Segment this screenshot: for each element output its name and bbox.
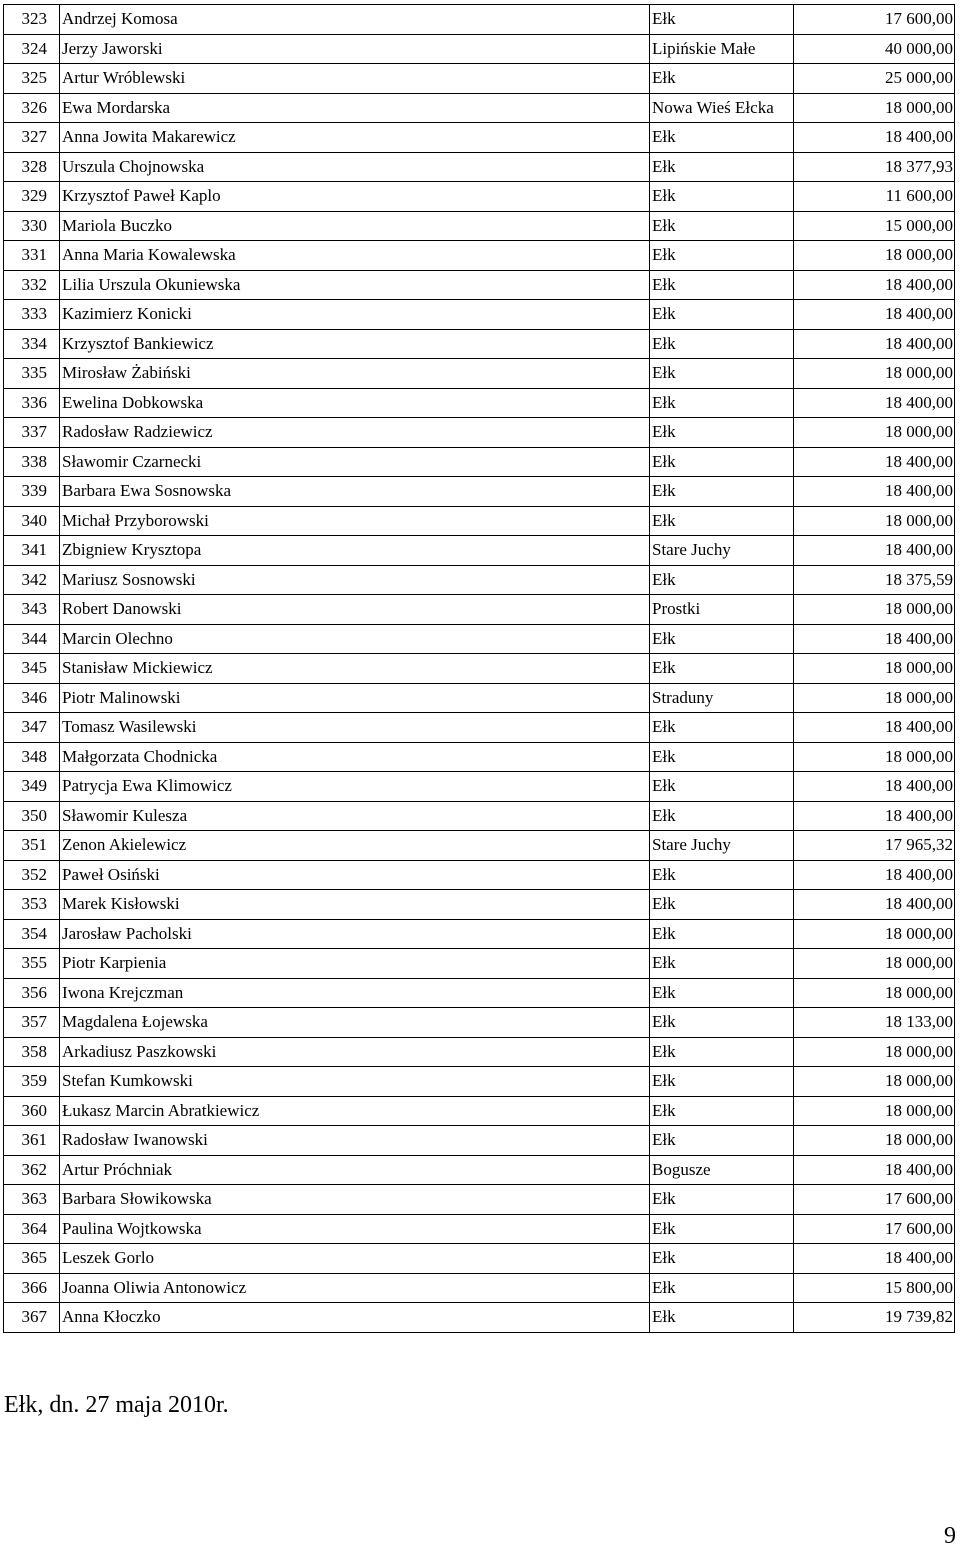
name-cell: Marek Kisłowski [60, 890, 650, 920]
amount-cell: 18 000,00 [794, 949, 955, 979]
place-cell: Ełk [650, 270, 794, 300]
page-number: 9 [944, 1523, 956, 1549]
place-cell: Ełk [650, 1303, 794, 1333]
name-cell: Łukasz Marcin Abratkiewicz [60, 1096, 650, 1126]
row-number-cell: 364 [4, 1214, 60, 1244]
place-cell: Straduny [650, 683, 794, 713]
table-row [4, 300, 955, 330]
table-row [4, 1244, 955, 1274]
amount-cell: 18 400,00 [794, 890, 955, 920]
amount-cell: 19 739,82 [794, 1303, 955, 1333]
row-number-cell: 349 [4, 772, 60, 802]
table-row [4, 565, 955, 595]
table-row [4, 182, 955, 212]
place-cell: Ełk [650, 211, 794, 241]
amount-cell: 18 000,00 [794, 241, 955, 271]
amount-cell: 15 000,00 [794, 211, 955, 241]
table-row [4, 1303, 955, 1333]
table-row [4, 831, 955, 861]
table-row [4, 683, 955, 713]
row-number-cell: 360 [4, 1096, 60, 1126]
row-number-cell: 344 [4, 624, 60, 654]
name-cell: Sławomir Kulesza [60, 801, 650, 831]
table-row [4, 1008, 955, 1038]
row-number-cell: 336 [4, 388, 60, 418]
amount-cell: 18 000,00 [794, 595, 955, 625]
name-cell: Michał Przyborowski [60, 506, 650, 536]
place-cell: Stare Juchy [650, 831, 794, 861]
place-cell: Ełk [650, 182, 794, 212]
place-cell: Ełk [650, 772, 794, 802]
place-cell: Ełk [650, 919, 794, 949]
place-cell: Ełk [650, 359, 794, 389]
table-row [4, 978, 955, 1008]
table-row [4, 64, 955, 94]
place-cell: Ełk [650, 241, 794, 271]
name-cell: Mirosław Żabiński [60, 359, 650, 389]
name-cell: Radosław Radziewicz [60, 418, 650, 448]
name-cell: Zbigniew Krysztopa [60, 536, 650, 566]
name-cell: Joanna Oliwia Antonowicz [60, 1273, 650, 1303]
place-cell: Prostki [650, 595, 794, 625]
name-cell: Sławomir Czarnecki [60, 447, 650, 477]
place-cell: Ełk [650, 1037, 794, 1067]
amount-cell: 18 375,59 [794, 565, 955, 595]
row-number-cell: 365 [4, 1244, 60, 1274]
amount-cell: 18 000,00 [794, 359, 955, 389]
name-cell: Barbara Ewa Sosnowska [60, 477, 650, 507]
place-cell: Ełk [650, 329, 794, 359]
beneficiaries-table [3, 4, 955, 1333]
row-number-cell: 325 [4, 64, 60, 94]
name-cell: Kazimierz Konicki [60, 300, 650, 330]
table-row [4, 1037, 955, 1067]
amount-cell: 25 000,00 [794, 64, 955, 94]
place-cell: Ełk [650, 624, 794, 654]
amount-cell: 11 600,00 [794, 182, 955, 212]
place-cell: Ełk [650, 300, 794, 330]
amount-cell: 18 400,00 [794, 536, 955, 566]
row-number-cell: 357 [4, 1008, 60, 1038]
name-cell: Jarosław Pacholski [60, 919, 650, 949]
table-row [4, 890, 955, 920]
name-cell: Barbara Słowikowska [60, 1185, 650, 1215]
amount-cell: 18 000,00 [794, 742, 955, 772]
table-row [4, 713, 955, 743]
table-row [4, 388, 955, 418]
amount-cell: 17 965,32 [794, 831, 955, 861]
table-row [4, 241, 955, 271]
name-cell: Piotr Karpienia [60, 949, 650, 979]
name-cell: Ewa Mordarska [60, 93, 650, 123]
place-cell: Ełk [650, 1244, 794, 1274]
name-cell: Urszula Chojnowska [60, 152, 650, 182]
name-cell: Paulina Wojtkowska [60, 1214, 650, 1244]
name-cell: Tomasz Wasilewski [60, 713, 650, 743]
row-number-cell: 354 [4, 919, 60, 949]
place-cell: Ełk [650, 477, 794, 507]
amount-cell: 18 000,00 [794, 1067, 955, 1097]
place-cell: Ełk [650, 1273, 794, 1303]
table-row [4, 1185, 955, 1215]
place-cell: Ełk [650, 418, 794, 448]
table-row [4, 93, 955, 123]
name-cell: Patrycja Ewa Klimowicz [60, 772, 650, 802]
name-cell: Robert Danowski [60, 595, 650, 625]
amount-cell: 18 000,00 [794, 1096, 955, 1126]
amount-cell: 18 400,00 [794, 713, 955, 743]
table-row [4, 801, 955, 831]
amount-cell: 18 000,00 [794, 418, 955, 448]
place-cell: Ełk [650, 890, 794, 920]
amount-cell: 18 000,00 [794, 1126, 955, 1156]
table-row [4, 152, 955, 182]
table-row [4, 270, 955, 300]
table-row [4, 919, 955, 949]
row-number-cell: 343 [4, 595, 60, 625]
place-cell: Ełk [650, 860, 794, 890]
amount-cell: 18 400,00 [794, 860, 955, 890]
place-cell: Ełk [650, 64, 794, 94]
table-row [4, 654, 955, 684]
place-cell: Ełk [650, 654, 794, 684]
table-row [4, 5, 955, 35]
amount-cell: 18 400,00 [794, 801, 955, 831]
table-row [4, 211, 955, 241]
row-number-cell: 363 [4, 1185, 60, 1215]
row-number-cell: 339 [4, 477, 60, 507]
name-cell: Iwona Krejczman [60, 978, 650, 1008]
table-row [4, 772, 955, 802]
amount-cell: 18 400,00 [794, 123, 955, 153]
name-cell: Mariola Buczko [60, 211, 650, 241]
amount-cell: 18 000,00 [794, 93, 955, 123]
row-number-cell: 359 [4, 1067, 60, 1097]
amount-cell: 18 400,00 [794, 624, 955, 654]
row-number-cell: 327 [4, 123, 60, 153]
amount-cell: 18 000,00 [794, 683, 955, 713]
row-number-cell: 334 [4, 329, 60, 359]
amount-cell: 18 377,93 [794, 152, 955, 182]
place-cell: Ełk [650, 1096, 794, 1126]
name-cell: Anna Kłoczko [60, 1303, 650, 1333]
name-cell: Krzysztof Paweł Kaplo [60, 182, 650, 212]
amount-cell: 17 600,00 [794, 5, 955, 35]
row-number-cell: 345 [4, 654, 60, 684]
amount-cell: 18 400,00 [794, 270, 955, 300]
row-number-cell: 350 [4, 801, 60, 831]
place-cell: Ełk [650, 801, 794, 831]
amount-cell: 18 400,00 [794, 1244, 955, 1274]
table-row [4, 595, 955, 625]
table-row [4, 742, 955, 772]
row-number-cell: 353 [4, 890, 60, 920]
amount-cell: 18 133,00 [794, 1008, 955, 1038]
table-row [4, 1214, 955, 1244]
table-row [4, 1096, 955, 1126]
table-row [4, 506, 955, 536]
row-number-cell: 333 [4, 300, 60, 330]
name-cell: Stanisław Mickiewicz [60, 654, 650, 684]
amount-cell: 18 000,00 [794, 978, 955, 1008]
row-number-cell: 338 [4, 447, 60, 477]
row-number-cell: 356 [4, 978, 60, 1008]
table-row [4, 1126, 955, 1156]
row-number-cell: 351 [4, 831, 60, 861]
row-number-cell: 355 [4, 949, 60, 979]
name-cell: Anna Maria Kowalewska [60, 241, 650, 271]
place-cell: Ełk [650, 1126, 794, 1156]
table-row [4, 1273, 955, 1303]
name-cell: Artur Próchniak [60, 1155, 650, 1185]
amount-cell: 18 400,00 [794, 1155, 955, 1185]
name-cell: Leszek Gorlo [60, 1244, 650, 1274]
place-cell: Ełk [650, 1008, 794, 1038]
name-cell: Lilia Urszula Okuniewska [60, 270, 650, 300]
table-row [4, 34, 955, 64]
table-body [4, 5, 955, 1333]
name-cell: Radosław Iwanowski [60, 1126, 650, 1156]
table-row [4, 447, 955, 477]
place-cell: Ełk [650, 123, 794, 153]
name-cell: Paweł Osiński [60, 860, 650, 890]
amount-cell: 18 400,00 [794, 329, 955, 359]
name-cell: Mariusz Sosnowski [60, 565, 650, 595]
place-cell: Ełk [650, 978, 794, 1008]
place-cell: Ełk [650, 1185, 794, 1215]
table-row [4, 949, 955, 979]
place-cell: Ełk [650, 5, 794, 35]
name-cell: Arkadiusz Paszkowski [60, 1037, 650, 1067]
place-cell: Ełk [650, 506, 794, 536]
amount-cell: 18 000,00 [794, 919, 955, 949]
amount-cell: 17 600,00 [794, 1185, 955, 1215]
row-number-cell: 340 [4, 506, 60, 536]
row-number-cell: 328 [4, 152, 60, 182]
place-cell: Ełk [650, 388, 794, 418]
row-number-cell: 337 [4, 418, 60, 448]
place-cell: Ełk [650, 742, 794, 772]
row-number-cell: 362 [4, 1155, 60, 1185]
name-cell: Marcin Olechno [60, 624, 650, 654]
amount-cell: 15 800,00 [794, 1273, 955, 1303]
name-cell: Zenon Akielewicz [60, 831, 650, 861]
name-cell: Artur Wróblewski [60, 64, 650, 94]
amount-cell: 18 400,00 [794, 447, 955, 477]
name-cell: Ewelina Dobkowska [60, 388, 650, 418]
row-number-cell: 342 [4, 565, 60, 595]
name-cell: Krzysztof Bankiewicz [60, 329, 650, 359]
amount-cell: 18 000,00 [794, 506, 955, 536]
place-cell: Ełk [650, 447, 794, 477]
row-number-cell: 358 [4, 1037, 60, 1067]
row-number-cell: 326 [4, 93, 60, 123]
place-cell: Stare Juchy [650, 536, 794, 566]
row-number-cell: 335 [4, 359, 60, 389]
amount-cell: 40 000,00 [794, 34, 955, 64]
table-row [4, 860, 955, 890]
row-number-cell: 347 [4, 713, 60, 743]
row-number-cell: 323 [4, 5, 60, 35]
table-row [4, 329, 955, 359]
row-number-cell: 341 [4, 536, 60, 566]
row-number-cell: 324 [4, 34, 60, 64]
row-number-cell: 330 [4, 211, 60, 241]
amount-cell: 18 000,00 [794, 1037, 955, 1067]
place-cell: Lipińskie Małe [650, 34, 794, 64]
amount-cell: 17 600,00 [794, 1214, 955, 1244]
table-row [4, 359, 955, 389]
amount-cell: 18 400,00 [794, 300, 955, 330]
table-row [4, 1155, 955, 1185]
place-cell: Nowa Wieś Ełcka [650, 93, 794, 123]
name-cell: Andrzej Komosa [60, 5, 650, 35]
row-number-cell: 346 [4, 683, 60, 713]
name-cell: Stefan Kumkowski [60, 1067, 650, 1097]
name-cell: Anna Jowita Makarewicz [60, 123, 650, 153]
row-number-cell: 331 [4, 241, 60, 271]
table-row [4, 418, 955, 448]
place-cell: Ełk [650, 1214, 794, 1244]
name-cell: Małgorzata Chodnicka [60, 742, 650, 772]
row-number-cell: 361 [4, 1126, 60, 1156]
table-row [4, 624, 955, 654]
place-cell: Ełk [650, 565, 794, 595]
amount-cell: 18 400,00 [794, 477, 955, 507]
amount-cell: 18 000,00 [794, 654, 955, 684]
place-cell: Ełk [650, 152, 794, 182]
place-cell: Ełk [650, 713, 794, 743]
date-line: Ełk, dn. 27 maja 2010r. [4, 1392, 229, 1418]
amount-cell: 18 400,00 [794, 772, 955, 802]
name-cell: Jerzy Jaworski [60, 34, 650, 64]
place-cell: Ełk [650, 949, 794, 979]
row-number-cell: 332 [4, 270, 60, 300]
amount-cell: 18 400,00 [794, 388, 955, 418]
name-cell: Piotr Malinowski [60, 683, 650, 713]
table-row [4, 1067, 955, 1097]
table-row [4, 536, 955, 566]
row-number-cell: 352 [4, 860, 60, 890]
name-cell: Magdalena Łojewska [60, 1008, 650, 1038]
row-number-cell: 348 [4, 742, 60, 772]
table-row [4, 477, 955, 507]
row-number-cell: 329 [4, 182, 60, 212]
row-number-cell: 366 [4, 1273, 60, 1303]
table-row [4, 123, 955, 153]
place-cell: Bogusze [650, 1155, 794, 1185]
row-number-cell: 367 [4, 1303, 60, 1333]
place-cell: Ełk [650, 1067, 794, 1097]
